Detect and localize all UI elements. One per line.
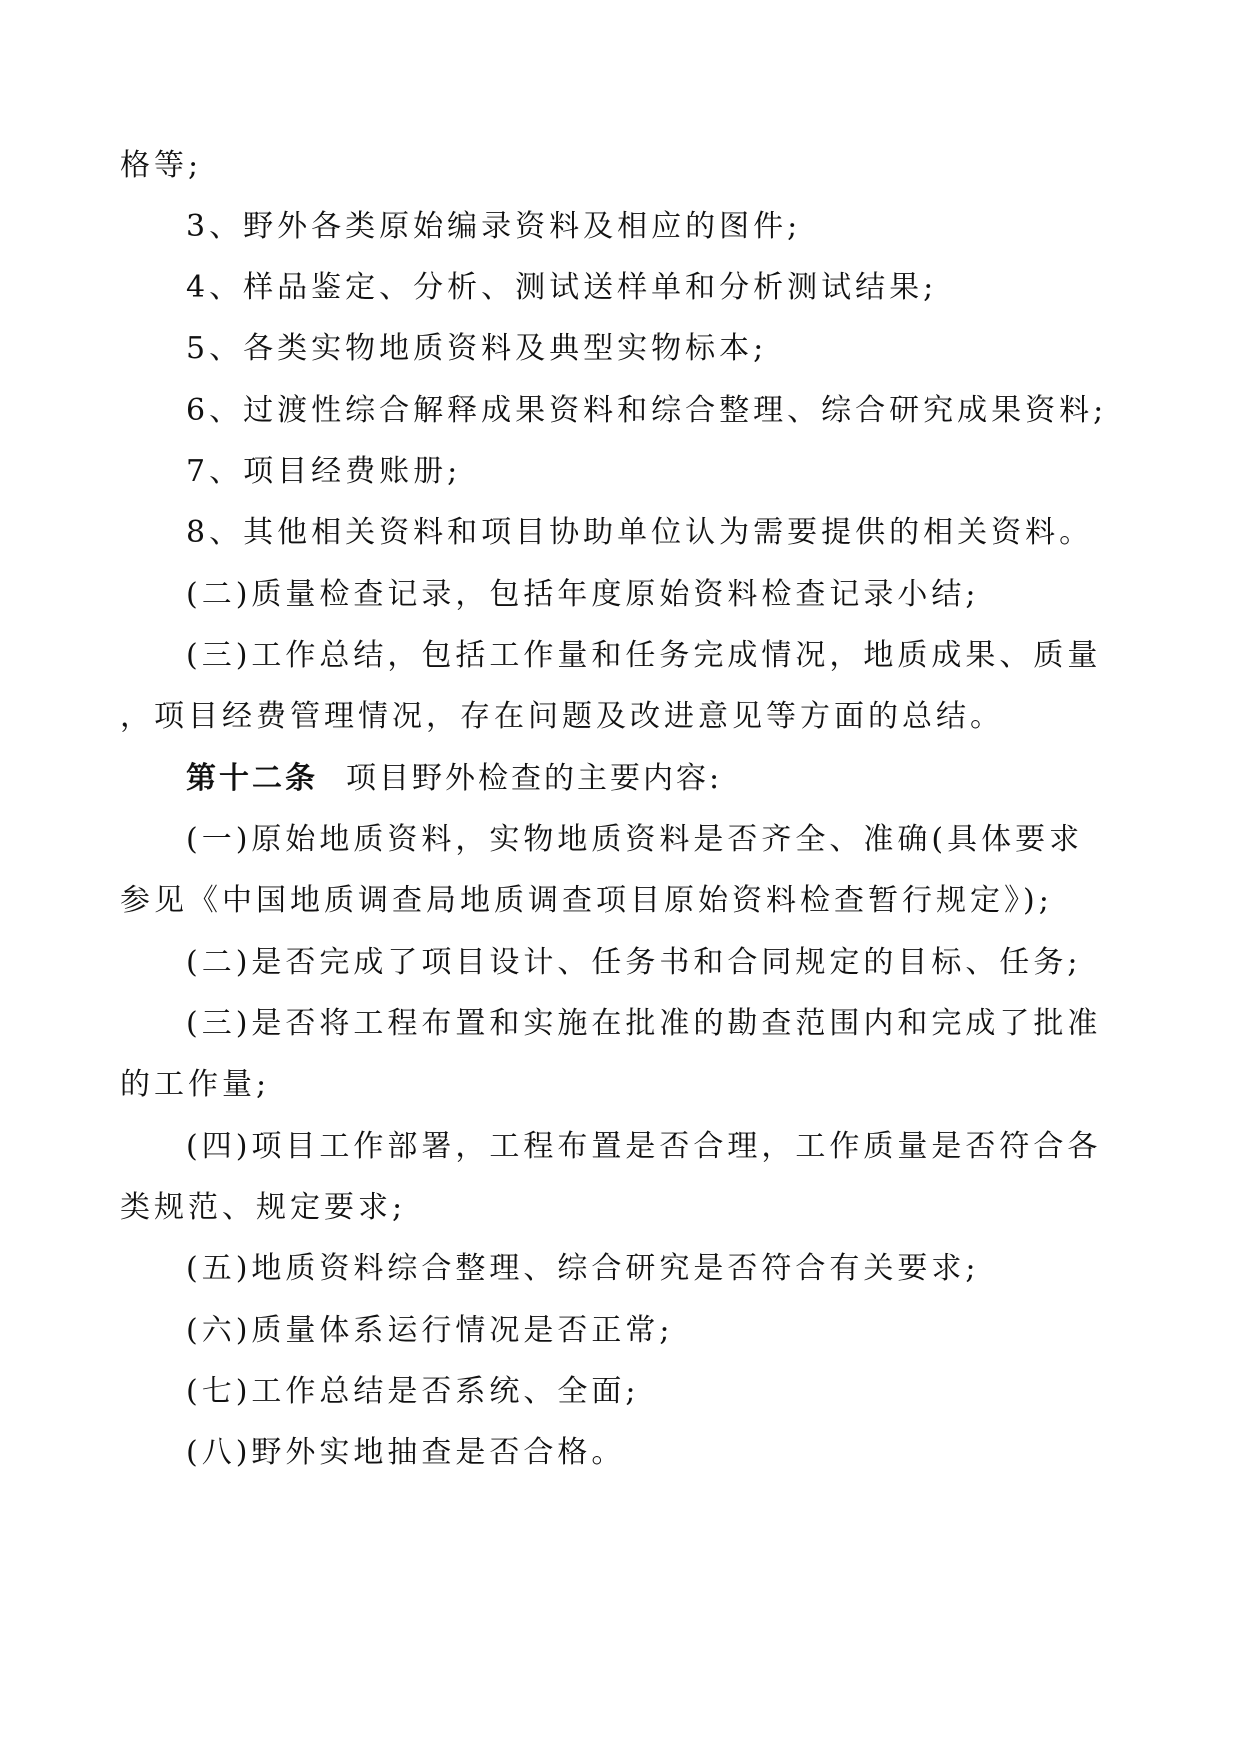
text-line: (三)是否将工程布置和实施在批准的勘查范围内和完成了批准 — [186, 1006, 1102, 1041]
text-line: 格等; — [120, 148, 203, 183]
text-line: 8、其他相关资料和项目协助单位认为需要提供的相关资料。 — [186, 515, 1094, 550]
text-line: 参见《中国地质调查局地质调查项目原始资料检查暂行规定》); — [120, 883, 1053, 918]
text-line: (六)质量体系运行情况是否正常; — [186, 1313, 674, 1348]
text-line: 5、各类实物地质资料及典型实物标本; — [186, 331, 768, 366]
text-line: 类规范、规定要求; — [120, 1190, 407, 1225]
article-heading — [186, 759, 722, 799]
text-line: (二)是否完成了项目设计、任务书和合同规定的目标、任务; — [186, 945, 1082, 980]
text-line: 的工作量; — [120, 1067, 271, 1102]
text-line: (八)野外实地抽查是否合格。 — [186, 1435, 626, 1470]
text-line: 4、样品鉴定、分析、测试送样单和分析测试结果; — [186, 270, 938, 305]
article-title: 项目野外检查的主要内容: — [346, 761, 723, 796]
text-line: (四)项目工作部署，工程布置是否合理，工作质量是否符合各 — [186, 1129, 1102, 1164]
text-line: 3、野外各类原始编录资料及相应的图件; — [186, 209, 802, 244]
text-line: (五)地质资料综合整理、综合研究是否符合有关要求; — [186, 1251, 980, 1286]
text-line: (二)质量检查记录，包括年度原始资料检查记录小结; — [186, 577, 980, 612]
text-line: (三)工作总结，包括工作量和任务完成情况，地质成果、质量 — [186, 638, 1102, 673]
text-line: 7、项目经费账册; — [186, 454, 462, 489]
text-line: (七)工作总结是否系统、全面; — [186, 1374, 640, 1409]
article-number: 第十二条 — [186, 761, 318, 796]
text-line: ，项目经费管理情况，存在问题及改进意见等方面的总结。 — [120, 699, 1004, 734]
text-line: 6、过渡性综合解释成果资料和综合整理、综合研究成果资料; — [186, 393, 1108, 428]
text-line: (一)原始地质资料，实物地质资料是否齐全、准确(具体要求 — [186, 822, 1084, 857]
